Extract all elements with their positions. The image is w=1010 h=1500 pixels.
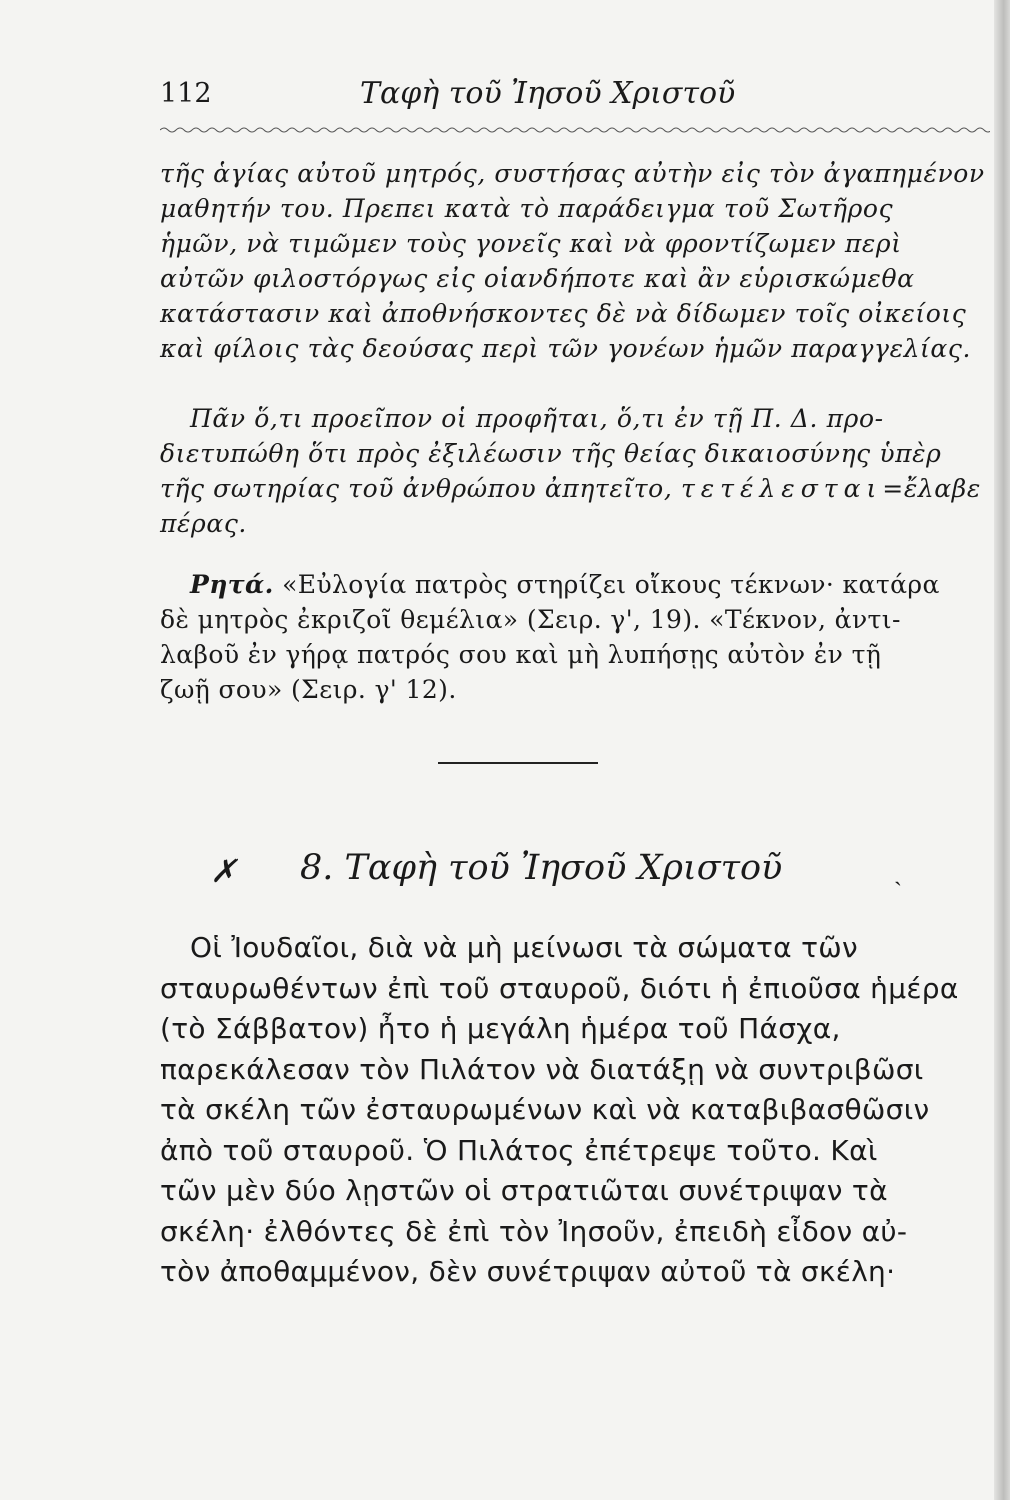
text-span: «Εὐλογία πατρὸς στηρίζει οἴκους τέκνων· κατάρα	[273, 570, 940, 599]
text-line: αὐτῶν φιλοστόργως εἰς οἱανδήποτε καὶ ἂν εὑρισκώμεθα	[160, 264, 915, 293]
text-line: τὰ σκέλη τῶν ἐσταυρωμένων καὶ νὰ καταβιβασθῶσιν	[160, 1093, 930, 1126]
section-title: 8. Ταφὴ τοῦ Ἰησοῦ Χριστοῦ	[300, 848, 783, 888]
text-span: =ἔλαβε	[882, 474, 981, 503]
section-divider	[438, 762, 598, 764]
handwritten-mark: ✗	[210, 852, 237, 890]
text-line: (τὸ Σάββατον) ἦτο ἡ μεγάλη ἡμέρα τοῦ Πάσχα,	[160, 1012, 841, 1045]
page-edge	[994, 0, 1010, 1500]
text-line: μαθητήν του. Πρεπει κατὰ τὸ παράδειγμα τοῦ Σωτῆρος	[160, 194, 894, 223]
text-line: τῶν μὲν δύο λῃστῶν οἱ στρατιῶται συνέτριψαν τὰ	[160, 1174, 888, 1207]
text-line: σκέλη· ἐλθόντες δὲ ἐπὶ τὸν Ἰησοῦν, ἐπειδὴ εἶδον αὐ-	[160, 1214, 908, 1248]
text-span: τῆς σωτηρίας τοῦ ἀνθρώπου ἀπητεῖτο,	[160, 474, 681, 503]
section-heading	[200, 848, 960, 898]
text-line: δὲ μητρὸς ἐκριζοῖ θεμέλια» (Σειρ. γ', 19). «Τέκνον, ἀντι-	[160, 605, 901, 634]
text-line: Οἱ Ἰουδαῖοι, διὰ νὰ μὴ μείνωσι τὰ σώματα τῶν	[190, 931, 858, 964]
text-line: παρεκάλεσαν τὸν Πιλάτον νὰ διατάξῃ νὰ συντριβῶσι	[160, 1052, 924, 1086]
text-line: τῆς ἁγίας αὐτοῦ μητρός, συστήσας αὐτὴν εἰς τὸν ἀγαπημένον	[160, 159, 985, 188]
header-wavy-rule	[160, 124, 990, 136]
quotes-label: Ρητά.	[190, 570, 274, 599]
text-line: ἀπὸ τοῦ σταυροῦ. Ὁ Πιλάτος ἐπέτρεψε τοῦτο. Καὶ	[160, 1133, 878, 1167]
text-line: σταυρωθέντων ἐπὶ τοῦ σταυροῦ, διότι ἡ ἐπιοῦσα ἡμέρα	[160, 971, 959, 1005]
text-line: καὶ φίλοις τὰς δεούσας περὶ τῶν γονέων ἡμῶν παραγγελίας.	[160, 334, 972, 363]
text-line: λαβοῦ ἐν γήρᾳ πατρός σου καὶ μὴ λυπήσῃς αὐτὸν ἐν τῇ	[160, 640, 882, 669]
page-header	[160, 78, 980, 118]
text-line: κατάστασιν καὶ ἀποθνήσκοντες δὲ νὰ δίδωμεν τοῖς οἰκείοις	[160, 299, 967, 328]
running-title: Ταφὴ τοῦ Ἰησοῦ Χριστοῦ	[360, 76, 736, 111]
text-line	[160, 567, 980, 602]
paragraph-2	[160, 401, 980, 541]
text-line: διετυπώθη ὅτι πρὸς ἐξιλέωσιν τῆς θείας δικαιοσύνης ὑπὲρ	[160, 439, 942, 468]
section-body	[160, 928, 980, 1293]
text-line: πέρας.	[160, 509, 247, 538]
page-number: 112	[160, 78, 212, 109]
text-line	[160, 471, 980, 506]
text-line: τὸν ἀποθαμμένον, δὲν συνέτριψαν αὐτοῦ τὰ σκέλη·	[160, 1255, 896, 1288]
spaced-word: τετέλεσται	[680, 474, 883, 503]
text-line: ἡμῶν, νὰ τιμῶμεν τοὺς γονεῖς καὶ νὰ φροντίζωμεν περὶ	[160, 229, 902, 258]
text-line: ζωῇ σου» (Σειρ. γ' 12).	[160, 675, 457, 704]
text-line: Πᾶν ὅ,τι προεῖπον οἱ προφῆται, ὅ,τι ἐν τῇ Π. Δ. προ-	[190, 404, 884, 433]
paragraph-1	[160, 156, 985, 366]
quotes-paragraph	[160, 567, 980, 707]
stray-mark: ˎ	[894, 858, 902, 886]
